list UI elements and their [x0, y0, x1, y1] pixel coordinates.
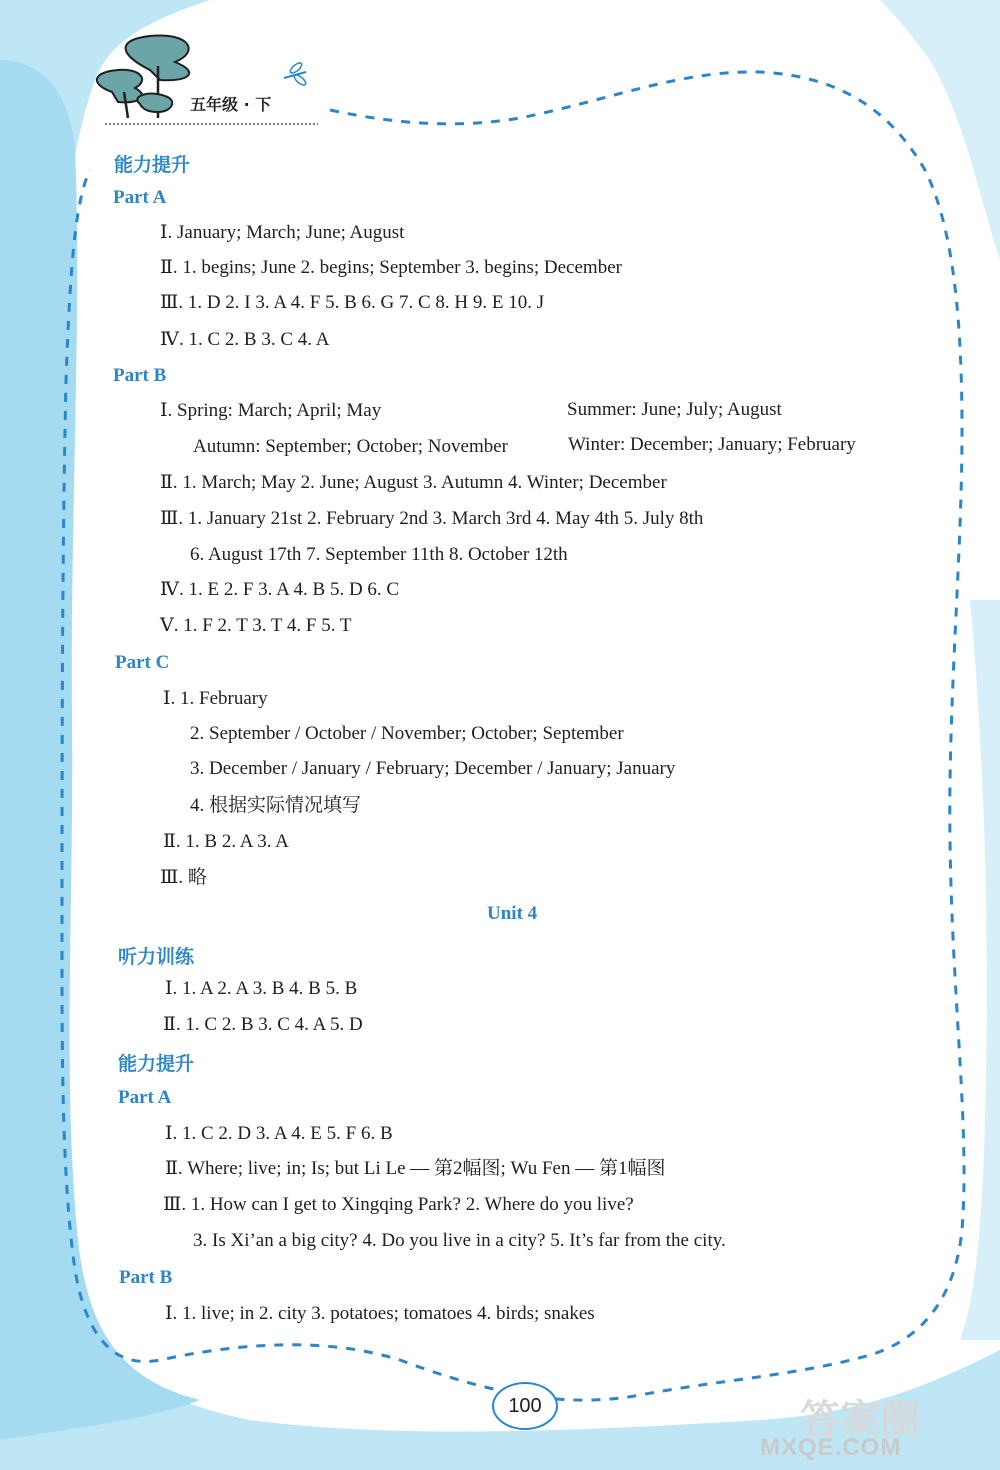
answer-line: Ⅰ. 1. A 2. A 3. B 4. B 5. B	[165, 978, 358, 999]
page-number: 100	[492, 1382, 558, 1430]
answer-line: 3. December / January / February; December / January; January	[190, 758, 676, 779]
answer-line: Ⅰ. 1. C 2. D 3. A 4. E 5. F 6. B	[165, 1123, 393, 1144]
answer-line: Ⅱ. 1. begins; June 2. begins; September 3. begins; December	[160, 257, 622, 278]
answer-line: Winter: December; January; February	[568, 434, 856, 455]
answer-line: Summer: June; July; August	[567, 399, 782, 420]
section-part-b: Part B	[113, 365, 167, 386]
answer-line: Ⅰ. Spring: March; April; May	[160, 400, 382, 421]
answer-line: Ⅲ. 1. D 2. I 3. A 4. F 5. B 6. G 7. C 8. H 9. E 10. J	[160, 292, 545, 313]
answer-line: Ⅰ. 1. live; in 2. city 3. potatoes; tomatoes 4. birds; snakes	[165, 1303, 595, 1324]
answer-line: Ⅰ. 1. February	[163, 688, 268, 709]
section-part-c: Part C	[115, 652, 170, 673]
answer-line: Ⅲ. 略	[160, 867, 207, 888]
section-nengli-tisheng: 能力提升	[118, 1053, 195, 1075]
answer-line: Ⅲ. 1. How can I get to Xingqing Park? 2. Where do you live?	[163, 1194, 634, 1215]
grade-label: 五年级 · 下	[190, 95, 272, 114]
section-tingli-xunlian: 听力训练	[118, 946, 195, 968]
answer-line: 3. Is Xi’an a big city? 4. Do you live in a city? 5. It’s far from the city.	[193, 1230, 726, 1251]
section-part-b: Part B	[119, 1267, 173, 1288]
answer-line: Ⅱ. 1. March; May 2. June; August 3. Autumn 4. Winter; December	[160, 472, 667, 493]
watermark-logo: 答案圈	[800, 1397, 920, 1443]
answer-line: 6. August 17th 7. September 11th 8. October 12th	[190, 544, 568, 565]
unit-title: Unit 4	[487, 903, 538, 924]
answer-line: Ⅰ. January; March; June; August	[160, 222, 405, 243]
answer-line: Ⅴ. 1. F 2. T 3. T 4. F 5. T	[160, 615, 352, 636]
answer-line: 2. September / October / November; October; September	[190, 723, 624, 744]
answer-line: Ⅱ. 1. C 2. B 3. C 4. A 5. D	[163, 1014, 363, 1035]
answer-line: 4. 根据实际情况填写	[190, 795, 362, 816]
right-side-wave	[960, 600, 1000, 1340]
answer-line: Ⅱ. Where; live; in; Is; but Li Le — 第2幅图; Wu Fen — 第1幅图	[165, 1158, 666, 1179]
answer-line: Ⅱ. 1. B 2. A 3. A	[163, 831, 289, 852]
answer-line: Ⅳ. 1. C 2. B 3. C 4. A	[160, 329, 330, 350]
section-part-a: Part A	[118, 1087, 172, 1108]
answer-line: Ⅲ. 1. January 21st 2. February 2nd 3. March 3rd 4. May 4th 5. July 8th	[160, 508, 704, 529]
answer-line: Ⅳ. 1. E 2. F 3. A 4. B 5. D 6. C	[160, 579, 400, 600]
dragonfly-icon	[284, 61, 307, 87]
answer-line: Autumn: September; October; November	[193, 436, 509, 457]
right-wave-shape	[880, 0, 1000, 260]
section-nengli-tisheng: 能力提升	[114, 154, 191, 176]
section-part-a: Part A	[113, 187, 167, 208]
watermark-url: MXQE.COM	[760, 1434, 902, 1461]
